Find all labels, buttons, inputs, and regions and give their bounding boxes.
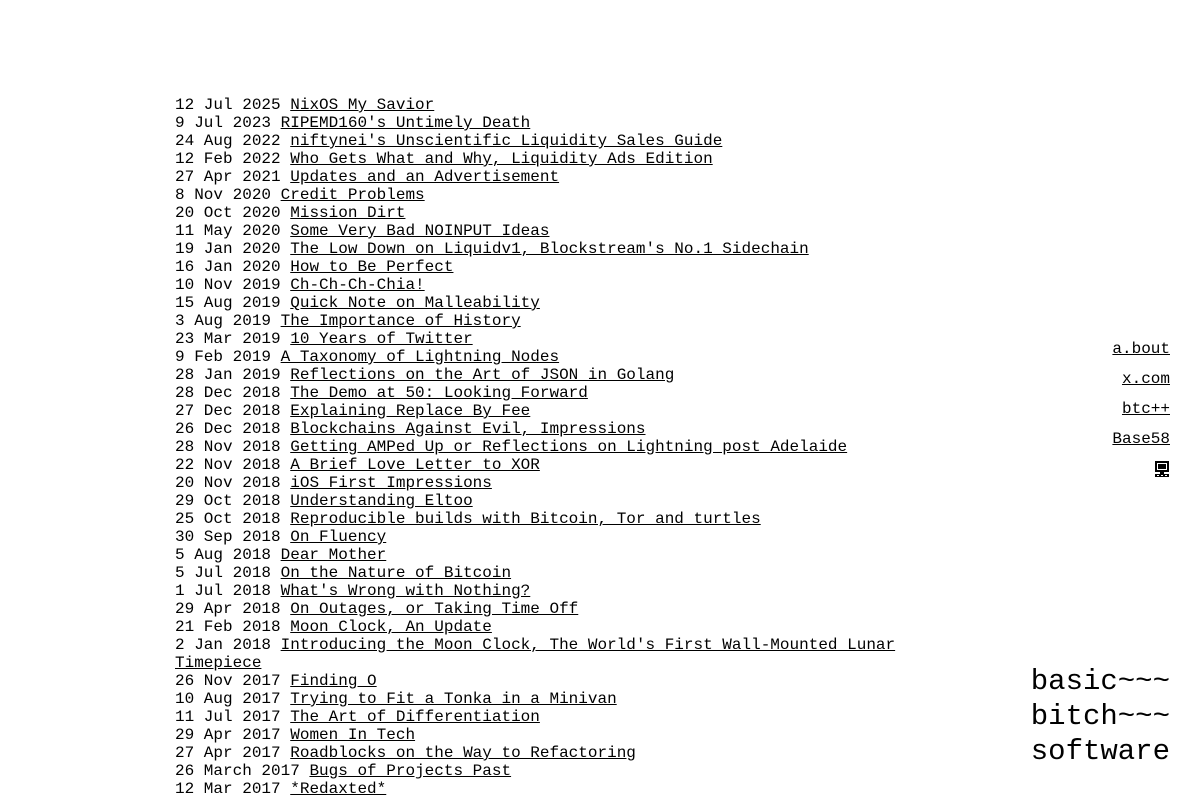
- post-date: 26 Nov 2017: [175, 672, 281, 690]
- post-date: 9 Jul 2023: [175, 114, 272, 132]
- post-link[interactable]: A Taxonomy of Lightning Nodes: [280, 348, 560, 366]
- list-item: [175, 600, 905, 618]
- list-item: [175, 114, 905, 132]
- post-date: 15 Aug 2019: [175, 294, 281, 312]
- list-item: [175, 456, 905, 474]
- post-date: 30 Sep 2018: [175, 528, 281, 546]
- post-date: 5 Jul 2018: [175, 564, 272, 582]
- post-date: 10 Nov 2019: [175, 276, 281, 294]
- list-item: [175, 672, 905, 690]
- list-item: [175, 150, 905, 168]
- list-item: [175, 330, 905, 348]
- list-item: [175, 96, 905, 114]
- list-item: [175, 762, 905, 780]
- post-date: 9 Feb 2019: [175, 348, 272, 366]
- post-list: [175, 96, 905, 798]
- post-date: 29 Oct 2018: [175, 492, 281, 510]
- list-item: [175, 492, 905, 510]
- post-date: 12 Mar 2017: [175, 780, 281, 798]
- post-link[interactable]: Getting AMPed Up or Reflections on Lightning post Adelaide: [290, 438, 848, 456]
- tagline-line: bitch~~~: [1030, 700, 1170, 733]
- post-date: 25 Oct 2018: [175, 510, 281, 528]
- post-date: 11 Jul 2017: [175, 708, 281, 726]
- post-link[interactable]: *Redaxted*: [290, 780, 387, 798]
- post-link[interactable]: niftynei's Unscientific Liquidity Sales Guide: [290, 132, 723, 150]
- post-link[interactable]: NixOS My Savior: [290, 96, 435, 114]
- list-item: [175, 528, 905, 546]
- post-date: 11 May 2020: [175, 222, 281, 240]
- list-item: [175, 366, 905, 384]
- list-item: [175, 438, 905, 456]
- post-link[interactable]: Dear Mother: [280, 546, 387, 564]
- post-link[interactable]: On the Nature of Bitcoin: [280, 564, 512, 582]
- tagline-line: software: [1030, 735, 1170, 768]
- post-date: 12 Jul 2025: [175, 96, 281, 114]
- post-date: 10 Aug 2017: [175, 690, 281, 708]
- post-date: 28 Jan 2019: [175, 366, 281, 384]
- post-link[interactable]: Ch-Ch-Ch-Chia!: [290, 276, 425, 294]
- list-item: [175, 780, 905, 798]
- post-link[interactable]: Some Very Bad NOINPUT Ideas: [290, 222, 550, 240]
- nav-link-btcpp[interactable]: btc++: [1121, 400, 1170, 418]
- list-item: [175, 726, 905, 744]
- list-item: [175, 402, 905, 420]
- post-date: 19 Jan 2020: [175, 240, 281, 258]
- list-item: [175, 744, 905, 762]
- list-item: [175, 312, 905, 330]
- side-nav: [1112, 340, 1170, 490]
- post-date: 26 Dec 2018: [175, 420, 281, 438]
- post-link[interactable]: The Art of Differentiation: [290, 708, 540, 726]
- post-date: 28 Dec 2018: [175, 384, 281, 402]
- list-item: [175, 510, 905, 528]
- post-date: 27 Apr 2017: [175, 744, 281, 762]
- nav-link-x[interactable]: x.com: [1121, 370, 1170, 388]
- post-link[interactable]: A Brief Love Letter to XOR: [290, 456, 540, 474]
- post-date: 3 Aug 2019: [175, 312, 272, 330]
- post-date: 29 Apr 2018: [175, 600, 281, 618]
- post-link[interactable]: The Low Down on Liquidv1, Blockstream's No.1 Sidechain: [290, 240, 809, 258]
- list-item: [175, 420, 905, 438]
- post-date: 24 Aug 2022: [175, 132, 281, 150]
- post-link[interactable]: Roadblocks on the Way to Refactoring: [290, 744, 636, 762]
- list-item: [175, 618, 905, 636]
- list-item: [175, 708, 905, 726]
- post-link[interactable]: Introducing the Moon Clock, The World's First Wall-Mounted Lunar Timepiece: [175, 636, 896, 672]
- post-link[interactable]: The Demo at 50: Looking Forward: [290, 384, 588, 402]
- post-date: 20 Oct 2020: [175, 204, 281, 222]
- post-link[interactable]: Quick Note on Malleability: [290, 294, 540, 312]
- post-date: 21 Feb 2018: [175, 618, 281, 636]
- list-item: [175, 384, 905, 402]
- list-item: [175, 294, 905, 312]
- list-item: [175, 474, 905, 492]
- post-link[interactable]: Bugs of Projects Past: [309, 762, 512, 780]
- post-link[interactable]: Blockchains Against Evil, Impressions: [290, 420, 646, 438]
- post-link[interactable]: On Outages, or Taking Time Off: [290, 600, 579, 618]
- post-link[interactable]: RIPEMD160's Untimely Death: [280, 114, 531, 132]
- nav-link-about[interactable]: a.bout: [1112, 340, 1170, 358]
- post-date: 8 Nov 2020: [175, 186, 272, 204]
- post-link[interactable]: Mission Dirt: [290, 204, 406, 222]
- post-date: 28 Nov 2018: [175, 438, 281, 456]
- list-item: [175, 168, 905, 186]
- list-item: [175, 564, 905, 582]
- post-link[interactable]: Understanding Eltoo: [290, 492, 473, 510]
- post-date: 12 Feb 2022: [175, 150, 281, 168]
- post-date: 27 Dec 2018: [175, 402, 281, 420]
- list-item: [175, 276, 905, 294]
- post-link[interactable]: Updates and an Advertisement: [290, 168, 560, 186]
- post-link[interactable]: 10 Years of Twitter: [290, 330, 473, 348]
- post-link[interactable]: Reproducible builds with Bitcoin, Tor and turtles: [290, 510, 761, 528]
- post-link[interactable]: On Fluency: [290, 528, 387, 546]
- post-link[interactable]: The Importance of History: [280, 312, 521, 330]
- post-link[interactable]: Reflections on the Art of JSON in Golang: [290, 366, 675, 384]
- post-link[interactable]: Credit Problems: [280, 186, 425, 204]
- computer-icon: [1154, 460, 1170, 478]
- list-item: [175, 204, 905, 222]
- post-date: 26 March 2017: [175, 762, 300, 780]
- list-item: [175, 132, 905, 150]
- post-link[interactable]: Moon Clock, An Update: [290, 618, 492, 636]
- list-item: [175, 348, 905, 366]
- list-item: [175, 546, 905, 564]
- list-item: [175, 636, 905, 672]
- post-date: 2 Jan 2018: [175, 636, 272, 654]
- post-link[interactable]: Women In Tech: [290, 726, 416, 744]
- computer-link[interactable]: [1112, 460, 1170, 490]
- list-item: [175, 222, 905, 240]
- post-link[interactable]: What's Wrong with Nothing?: [280, 582, 531, 600]
- post-date: 23 Mar 2019: [175, 330, 281, 348]
- post-link[interactable]: iOS First Impressions: [290, 474, 492, 492]
- nav-link-base58[interactable]: Base58: [1112, 430, 1170, 448]
- post-link[interactable]: Trying to Fit a Tonka in a Minivan: [290, 690, 617, 708]
- post-date: 16 Jan 2020: [175, 258, 281, 276]
- list-item: [175, 186, 905, 204]
- post-date: 20 Nov 2018: [175, 474, 281, 492]
- post-date: 1 Jul 2018: [175, 582, 272, 600]
- post-link[interactable]: Explaining Replace By Fee: [290, 402, 531, 420]
- site-tagline: [1031, 664, 1170, 769]
- list-item: [175, 258, 905, 276]
- tagline-line: basic~~~: [1030, 665, 1170, 698]
- list-item: [175, 240, 905, 258]
- list-item: [175, 582, 905, 600]
- post-link[interactable]: Who Gets What and Why, Liquidity Ads Edition: [290, 150, 713, 168]
- post-link[interactable]: Finding O: [290, 672, 377, 690]
- post-date: 5 Aug 2018: [175, 546, 272, 564]
- post-date: 22 Nov 2018: [175, 456, 281, 474]
- list-item: [175, 690, 905, 708]
- post-link[interactable]: How to Be Perfect: [290, 258, 454, 276]
- post-date: 29 Apr 2017: [175, 726, 281, 744]
- post-date: 27 Apr 2021: [175, 168, 281, 186]
